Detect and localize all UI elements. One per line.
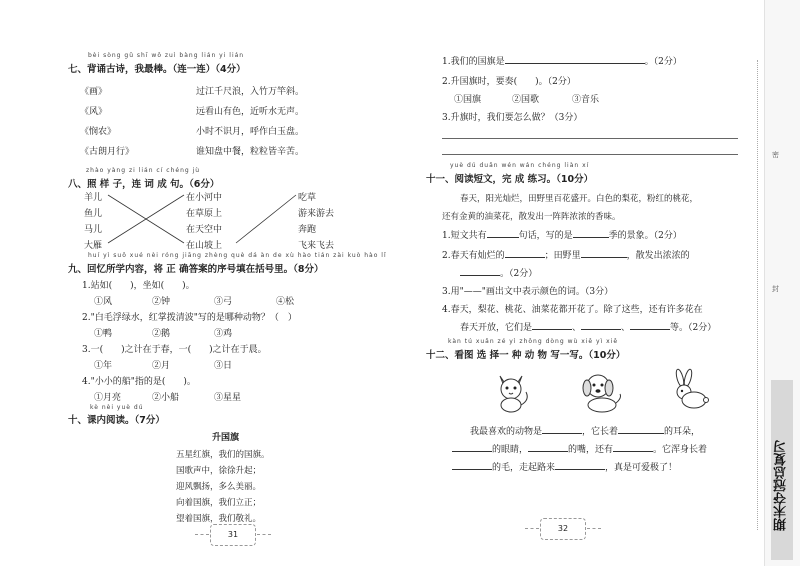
connector-line [236, 195, 296, 243]
q10-sub-2: 2.升国旗时，要奏( )。（2分） [442, 77, 576, 87]
action-word: 飞来飞去 [298, 241, 335, 251]
passage-line: 迎风飘扬，多么美丽。 [176, 482, 262, 492]
writing-line-1: 我最喜欢的动物是 ，它长着 的耳朵， [470, 424, 700, 437]
q10-title: 十、课内阅读。（7分） [68, 415, 165, 426]
place-word: 在天空中 [186, 225, 223, 235]
page-number: 31 [210, 524, 256, 546]
q12-title: 十二、看图 选 择一 种 动 物 写一写。（10分） [426, 350, 626, 361]
animal-word: 鱼儿 [84, 209, 103, 219]
option: ②鹅 [152, 329, 171, 339]
option: ③日 [214, 361, 233, 371]
q12-pinyin: kàn tú xuǎn zé yì zhǒng dòng wù xiě yì xiě [448, 338, 619, 345]
passage-line: 还有金黄的油菜花，散发出一阵阵浓浓的香味。 [442, 212, 621, 222]
option: ③星星 [214, 393, 242, 403]
option: ②月 [152, 361, 171, 371]
cat-picture [488, 368, 534, 414]
option: ③鸡 [214, 329, 233, 339]
q11-item-1: 1.短文共有 句话，写的是 季的景象。（2分） [442, 228, 682, 241]
q11-item-2-cont: 。（2分） [460, 266, 537, 279]
q10-sub-1: 1.我们的国旗是 。（2分） [442, 54, 682, 67]
q11-item-2: 2.春天有灿烂的 ；田野里 ，散发出浓浓的 [442, 248, 690, 261]
animal-word: 马儿 [84, 225, 103, 235]
option: ①鸭 [94, 329, 113, 339]
animal-word: 羊儿 [84, 193, 103, 203]
poem-name: 《画》 [80, 87, 108, 97]
poem-line: 小时不识月，呼作白玉盘。 [196, 127, 305, 137]
q10-sub-3: 3.升旗时，我们要怎么做？（3分） [442, 113, 583, 123]
q9-item-2: 2."白毛浮绿水，红掌拨清波"写的是哪种动物？（ ） [82, 313, 297, 323]
poem-name: 《风》 [80, 107, 108, 117]
q9-title: 九、回忆所学内容，将 正 确答案的序号填在括号里。（8分） [68, 264, 324, 275]
q9-item-4: 4."小小的船"指的是( )。 [82, 377, 196, 387]
brand-logo-text: 期末夺冠总复习 [774, 440, 789, 531]
answer-line[interactable] [442, 138, 738, 139]
seal-mark: 封 [772, 285, 779, 293]
writing-line-2: 的眼睛， 的嘴，还有 。它浑身长着 [452, 442, 707, 455]
q9-item-3: 3.一( )之计在于春，一( )之计在于晨。 [82, 345, 267, 355]
option: ①年 [94, 361, 113, 371]
option: ④松 [276, 297, 295, 307]
q8-pinyin: zhào yàng zi lián cí chéng jù [86, 167, 201, 174]
option: ③音乐 [572, 95, 600, 105]
poem-line: 谁知盘中餐，粒粒皆辛苦。 [196, 147, 305, 157]
seal-mark: 密 [772, 151, 779, 159]
passage-title: 升国旗 [212, 433, 240, 443]
writing-line-3: 的毛，走起路来 ，真是可爱极了！ [452, 460, 677, 473]
q10-pinyin: kè nèi yuè dú [90, 404, 144, 411]
q7-title: 七、背诵古诗，我最棒。（连一连）（4分） [68, 64, 246, 75]
option: ②钟 [152, 297, 171, 307]
passage-line: 向着国旗，我们立正； [176, 498, 262, 508]
passage-line: 五星红旗，我们的国旗。 [176, 450, 270, 460]
q9-pinyin: huí yì suǒ xué nèi róng jiāng zhèng què dá àn de xù hào tián zài kuò hào lǐ [88, 252, 387, 259]
action-word: 奔跑 [298, 225, 317, 235]
passage-line: 国歌声中，徐徐升起； [176, 466, 262, 476]
seal-line [757, 60, 758, 530]
q9-item-1: 1.站如( )，坐如( )。 [82, 281, 195, 291]
puppy-picture [576, 368, 626, 414]
q11-pinyin: yuè dú duǎn wén wán chéng liàn xí [450, 162, 590, 169]
poem-name: 《古朗月行》 [80, 147, 135, 157]
poem-line: 远看山有色，近听水无声。 [196, 107, 305, 117]
poem-name: 《悯农》 [80, 127, 117, 137]
q7-pinyin: bèi sòng gǔ shī wǒ zuì bàng lián yi lián [88, 52, 245, 59]
animal-word: 大雁 [84, 241, 103, 251]
option: ②国歌 [512, 95, 540, 105]
answer-line[interactable] [442, 154, 738, 155]
option: ③弓 [214, 297, 233, 307]
q11-item-3: 3.用"——"画出文中表示颜色的词。（3分） [442, 287, 614, 297]
passage-line: 望着国旗，我们敬礼。 [176, 514, 262, 524]
poem-line: 过江千尺浪，入竹万竿斜。 [196, 87, 305, 97]
q11-item-4: 4.春天，梨花、桃花、油菜花都开花了。除了这些，还有许多花在 [442, 305, 703, 315]
q11-title: 十一、阅读短文，完 成 练习。（10分） [426, 174, 594, 185]
option: ②小船 [152, 393, 180, 403]
place-word: 在小河中 [186, 193, 223, 203]
q8-title: 八、照 样 子，连 词 成 句。（6分） [68, 179, 220, 190]
q11-item-4-cont: 春天开放，它们是 、 、 等。（2分） [460, 320, 716, 333]
page-number: 32 [540, 518, 586, 540]
option: ①月亮 [94, 393, 122, 403]
action-word: 吃草 [298, 193, 317, 203]
passage-line: 春天，阳光灿烂，田野里百花盛开。白色的梨花，粉红的桃花， [460, 194, 699, 204]
rabbit-picture [664, 368, 712, 414]
option: ①风 [94, 297, 113, 307]
place-word: 在山坡上 [186, 241, 223, 251]
right-page [400, 0, 800, 566]
place-word: 在草原上 [186, 209, 223, 219]
option: ①国旗 [454, 95, 482, 105]
action-word: 游来游去 [298, 209, 335, 219]
